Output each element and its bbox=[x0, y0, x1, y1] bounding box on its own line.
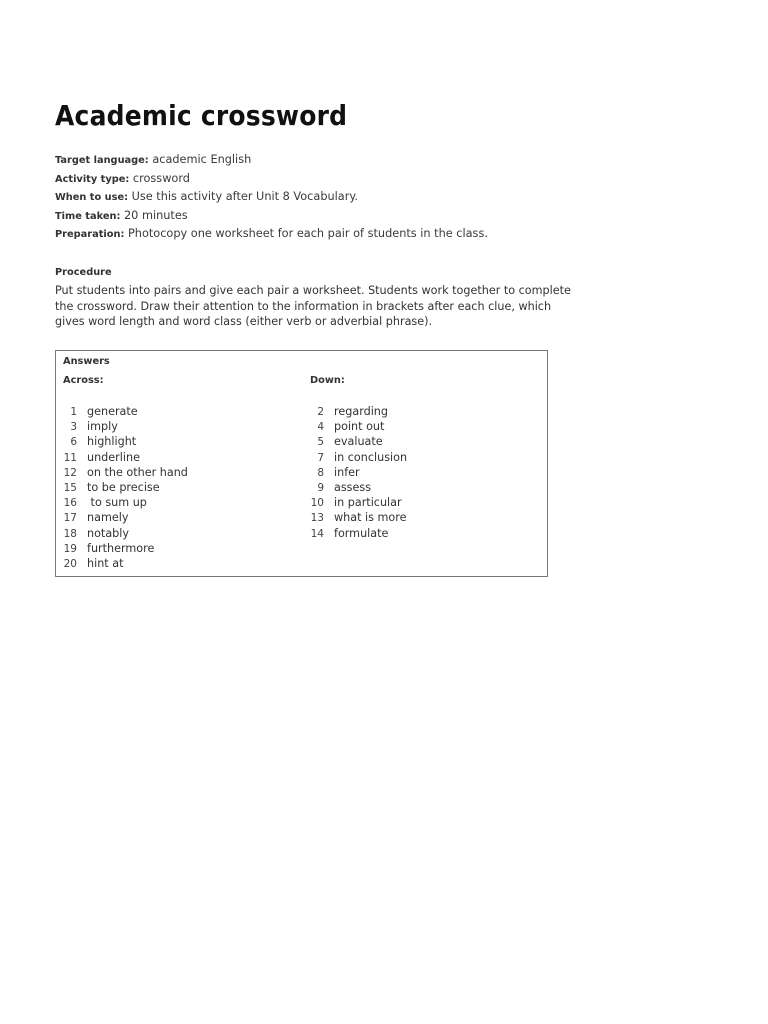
clue-number: 12 bbox=[63, 466, 77, 479]
clue-answer: underline bbox=[87, 450, 140, 464]
clue-number: 11 bbox=[63, 451, 77, 464]
clue-number: 16 bbox=[63, 497, 77, 510]
list-item bbox=[303, 450, 407, 465]
down-answers-list bbox=[303, 404, 407, 541]
list-item bbox=[56, 419, 188, 434]
clue-answer: notably bbox=[87, 526, 130, 540]
procedure-heading: Procedure bbox=[55, 267, 112, 278]
list-item bbox=[303, 526, 407, 541]
clue-answer: what is more bbox=[334, 511, 407, 525]
clue-number: 6 bbox=[70, 436, 77, 449]
clue-answer: assess bbox=[334, 480, 372, 494]
clue-number: 13 bbox=[310, 512, 324, 525]
across-answers-list bbox=[56, 404, 188, 571]
target-language-value: academic English bbox=[152, 153, 252, 166]
activity-details bbox=[55, 151, 575, 244]
procedure-text bbox=[55, 283, 571, 330]
list-item bbox=[56, 450, 188, 465]
when-to-use-label: When to use: bbox=[55, 192, 129, 204]
clue-answer: hint at bbox=[87, 556, 124, 570]
clue-number: 19 bbox=[63, 542, 77, 555]
clue-number: 1 bbox=[70, 406, 77, 418]
answers-box bbox=[55, 350, 548, 577]
list-item bbox=[56, 465, 188, 480]
list-item bbox=[303, 465, 407, 480]
page-title: Academic crossword bbox=[55, 99, 348, 132]
list-item bbox=[56, 434, 188, 449]
clue-number: 14 bbox=[310, 527, 324, 540]
clue-answer: evaluate bbox=[334, 435, 383, 449]
clue-number: 18 bbox=[63, 527, 77, 540]
list-item bbox=[303, 419, 407, 434]
target-language-label: Target language: bbox=[55, 155, 149, 166]
clue-answer: infer bbox=[334, 465, 360, 479]
procedure-line: the crossword. Draw their attention to the information in brackets after each clue, which bbox=[55, 299, 552, 313]
list-item bbox=[56, 480, 188, 495]
list-item bbox=[303, 434, 407, 449]
list-item bbox=[303, 510, 407, 525]
clue-answer: namely bbox=[87, 511, 129, 525]
clue-number: 15 bbox=[63, 481, 77, 494]
list-item bbox=[56, 495, 188, 510]
list-item bbox=[303, 495, 407, 510]
procedure-line: gives word length and word class (either verb or adverbial phrase). bbox=[55, 315, 433, 328]
activity-type-label: Activity type: bbox=[55, 173, 130, 185]
clue-number: 4 bbox=[317, 421, 324, 434]
answers-heading: Answers bbox=[63, 356, 110, 367]
clue-answer: to sum up bbox=[87, 496, 147, 510]
across-heading: Across: bbox=[63, 375, 104, 386]
clue-answer: point out bbox=[334, 420, 385, 434]
clue-number: 2 bbox=[317, 406, 324, 418]
target-language-row bbox=[55, 151, 575, 170]
list-item bbox=[303, 480, 407, 495]
clue-answer: on the other hand bbox=[87, 465, 188, 479]
preparation-label: Preparation: bbox=[55, 229, 125, 241]
clue-answer: in particular bbox=[334, 496, 402, 510]
preparation-value: Photocopy one worksheet for each pair of students in the class. bbox=[127, 227, 488, 241]
time-taken-value: 20 minutes bbox=[123, 208, 188, 222]
list-item bbox=[56, 556, 188, 571]
activity-type-row bbox=[55, 170, 575, 189]
time-taken-label: Time taken: bbox=[55, 210, 121, 222]
preparation-row bbox=[55, 225, 575, 244]
clue-answer: in conclusion bbox=[334, 450, 408, 464]
clue-number: 9 bbox=[317, 481, 324, 494]
list-item bbox=[56, 541, 188, 556]
activity-type-value: crossword bbox=[132, 171, 190, 185]
clue-answer: generate bbox=[87, 405, 138, 418]
list-item bbox=[56, 404, 188, 419]
clue-answer: furthermore bbox=[87, 541, 155, 555]
list-item bbox=[56, 510, 188, 525]
clue-answer: regarding bbox=[334, 405, 388, 418]
clue-number: 5 bbox=[317, 436, 324, 449]
list-item bbox=[303, 404, 407, 419]
list-item bbox=[56, 526, 188, 541]
clue-number: 17 bbox=[63, 512, 77, 525]
clue-number: 7 bbox=[317, 451, 324, 464]
clue-answer: highlight bbox=[87, 435, 137, 449]
clue-number: 8 bbox=[317, 466, 324, 479]
clue-number: 3 bbox=[70, 421, 77, 434]
when-to-use-row bbox=[55, 188, 575, 207]
clue-number: 10 bbox=[310, 497, 324, 510]
clue-answer: to be precise bbox=[87, 480, 160, 494]
clue-number: 20 bbox=[63, 557, 77, 570]
clue-answer: imply bbox=[87, 420, 118, 434]
down-heading: Down: bbox=[310, 375, 345, 386]
procedure-line: Put students into pairs and give each pair a worksheet. Students work together to complete bbox=[55, 284, 571, 297]
clue-answer: formulate bbox=[334, 526, 389, 540]
when-to-use-value: Use this activity after Unit 8 Vocabulary. bbox=[131, 190, 359, 204]
time-taken-row bbox=[55, 207, 575, 226]
